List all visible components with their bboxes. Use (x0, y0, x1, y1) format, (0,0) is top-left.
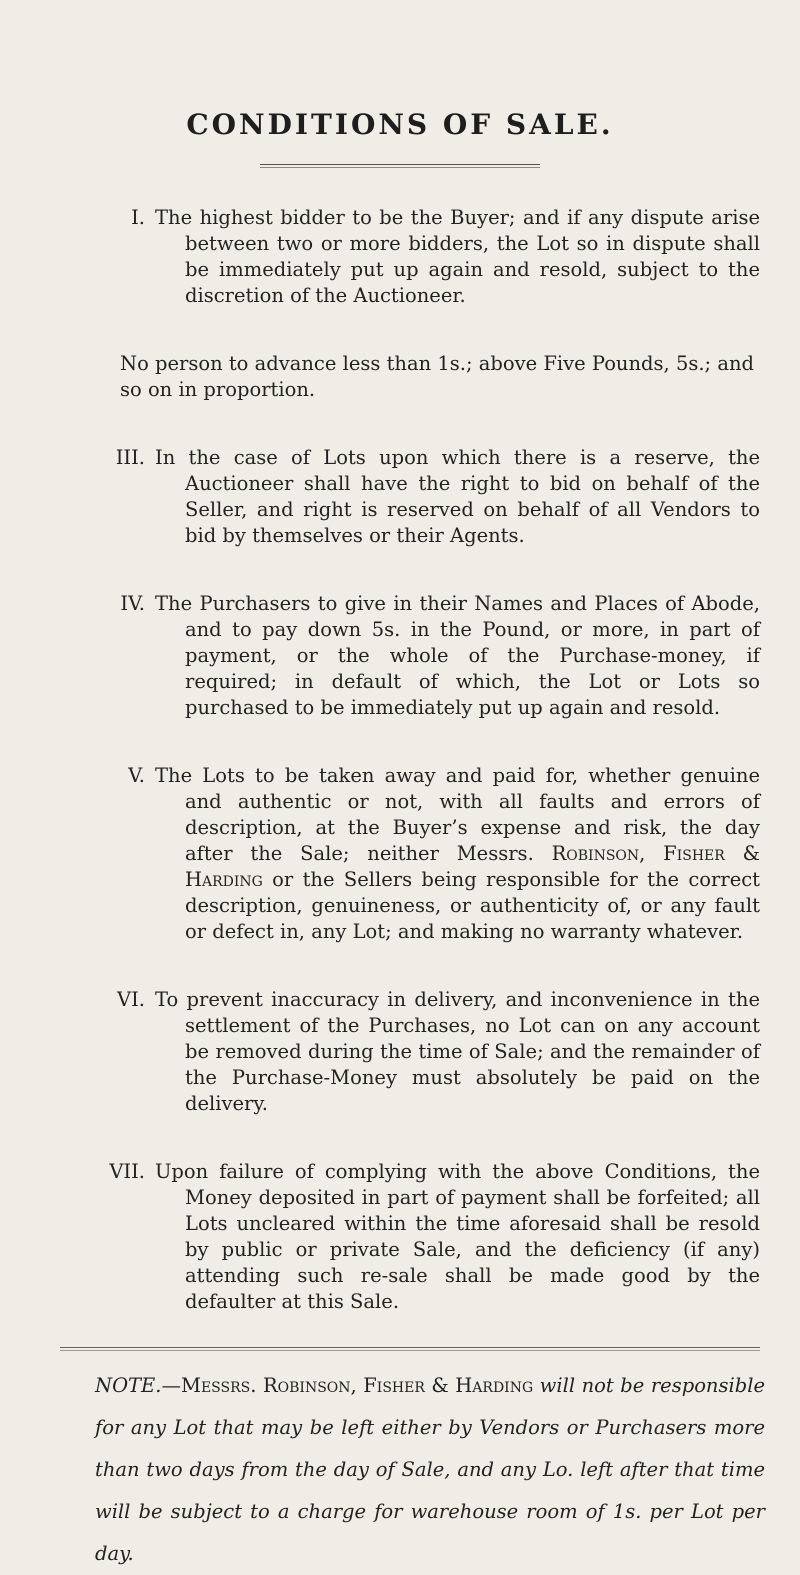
condition-text: In the case of Lots upon which there is a reserve, the Auctioneer shall have the right to bid on behalf of the Seller, and right is reserved on behalf of all Vendors to bid by themselves or their Agents. (155, 446, 760, 547)
condition-6 (60, 987, 760, 1117)
condition-2 (120, 351, 760, 403)
page-title: CONDITIONS OF SALE. (186, 108, 614, 141)
condition-text: The Purchasers to give in their Names and Places of Abode, and to pay down 5s. in the Pound, or more, in part of payment, or the whole of the Purchase-money, if required; in default of which, the Lot or Lots so purchased to be immediately put up again and resold. (155, 592, 760, 719)
title-rule (260, 164, 540, 168)
condition-text: The highest bidder to be the Buyer; and if any dispute arise between two or more bidders, the Lot so in dispute shall be immediately put up again and resold, subject to the discretion of the Auctioneer. (155, 206, 760, 307)
condition-text: Upon failure of complying with the above Conditions, the Money deposited in part of payment shall be forfeited; all Lots uncleared within the time aforesaid shall be resold by public or private Sale, and the deficiency (if any) attending such re-sale shall be made good by the defaulter at this Sale. (155, 1160, 760, 1313)
condition-5 (60, 763, 760, 945)
firm-name: Robinson, Fisher & Harding (185, 842, 760, 891)
condition-7 (60, 1159, 760, 1315)
condition-numeral: IV. (120, 592, 145, 615)
condition-3 (60, 445, 760, 549)
condition-text-part: or the Sellers being responsible for the correct description, genuineness, or authenticity of, or any fault or defect in, any Lot; and making no warranty whatever. (185, 868, 760, 943)
note-label: NOTE. (95, 1374, 162, 1397)
condition-numeral: VII. (109, 1160, 145, 1183)
note-rule (60, 1347, 760, 1351)
condition-numeral: III. (115, 446, 145, 469)
condition-numeral: V. (128, 764, 145, 787)
condition-text (155, 763, 760, 945)
note-text: will not be responsible for any Lot that may be left either by Vendors or Purchasers more than two days from the day of Sale, and any Lo. left after that time will be subject to a charge for warehouse room of 1s. per Lot per day. (95, 1374, 765, 1565)
condition-1 (60, 205, 760, 309)
condition-numeral: VI. (117, 988, 145, 1011)
note-paragraph (95, 1365, 765, 1575)
condition-4 (60, 591, 760, 721)
condition-text: To prevent inaccuracy in delivery, and inconvenience in the settlement of the Purchases, no Lot can on any account be removed during the time of Sale; and the remainder of the Purchase-Money must absolutely be paid on the delivery. (155, 988, 760, 1115)
condition-numeral: I. (131, 206, 145, 229)
condition-text-part: The Lots to be taken away and paid for, whether genuine and authentic or not, with all faults and errors of description, at the Buyer’s expense and risk, the day after the Sale; neither Messrs. (155, 764, 760, 865)
condition-text: No person to advance less than 1s.; above Five Pounds, 5s.; and so on in proportion. (120, 352, 754, 401)
note-firm: —Messrs. Robinson, Fisher & Harding (161, 1374, 534, 1397)
